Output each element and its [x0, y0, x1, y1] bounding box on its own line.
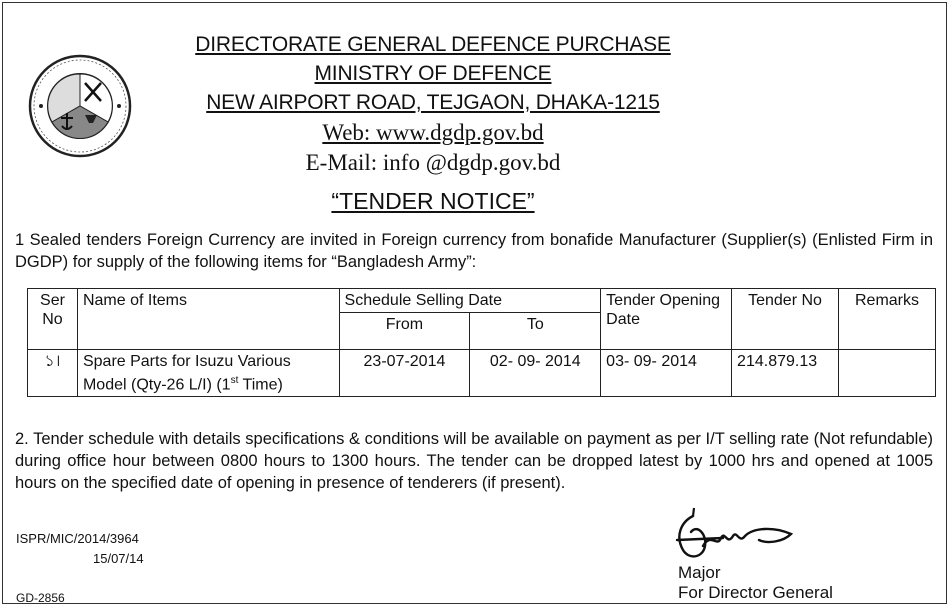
table-header-row [28, 289, 936, 313]
row-item-name-tail: Time) [238, 376, 283, 394]
header-name-of-items: Name of Items [77, 289, 339, 350]
header-tender-opening-date: Tender Opening Date [601, 289, 732, 350]
reference-number: ISPR/MIC/2014/3964 [16, 531, 139, 546]
row-item-name-superscript: st [230, 375, 239, 386]
header-from: From [339, 313, 470, 350]
row-opening-date: 03- 09- 2014 [601, 350, 732, 397]
header-to: To [470, 313, 601, 350]
email-line: E-Mail: info @dgdp.gov.bd [305, 150, 561, 175]
website-line: Web: www.dgdp.gov.bd [322, 120, 544, 145]
signatory-designation: For Director General [678, 583, 833, 602]
row-item-name [77, 350, 339, 397]
items-table [27, 288, 936, 397]
ministry-name: MINISTRY OF DEFENCE [314, 62, 552, 85]
header-schedule-selling-date: Schedule Selling Date [339, 289, 601, 313]
row-from-date: 23-07-2014 [339, 350, 470, 397]
dgdp-seal-logo [27, 53, 133, 159]
row-to-date: 02- 09- 2014 [470, 350, 601, 397]
table-row [28, 350, 936, 397]
header-remarks: Remarks [839, 289, 936, 350]
row-ser-no: ১। [28, 350, 78, 397]
signatory-rank: Major [678, 563, 721, 582]
header-ser-no: Ser No [28, 289, 78, 350]
office-address: NEW AIRPORT ROAD, TEJGAON, DHAKA-1215 [206, 91, 660, 114]
row-tender-no: 214.879.13 [732, 350, 839, 397]
paragraph-1: 1 Sealed tenders Foreign Currency are invited in Foreign currency from bonafide Manufacturer (Supplier(s) (Enlisted Firm in DGDP) for supply of the following items for “Bangladesh Army”: [15, 231, 933, 271]
paragraph-2: 2. Tender schedule with details specifications & conditions will be available on payment as per I/T selling rate (Not refundable) during office hour between 0800 hours to 1300 hours. The tender can be dropped latest by 1000 hrs and opened at 1005 hours on the specified date of opening in presence of tenderers (if present). [15, 430, 933, 492]
org-name: DIRECTORATE GENERAL DEFENCE PURCHASE [195, 33, 671, 56]
gd-code: GD-2856 [16, 591, 65, 605]
notice-title: “TENDER NOTICE” [331, 188, 535, 214]
tender-notice-page [2, 2, 947, 604]
header-tender-no: Tender No [732, 289, 839, 350]
reference-date: 15/07/14 [93, 551, 144, 566]
row-item-name-main: Spare Parts for Isuzu Various Model (Qty-26 L/I) (1 [82, 353, 291, 394]
row-remarks [839, 350, 936, 397]
